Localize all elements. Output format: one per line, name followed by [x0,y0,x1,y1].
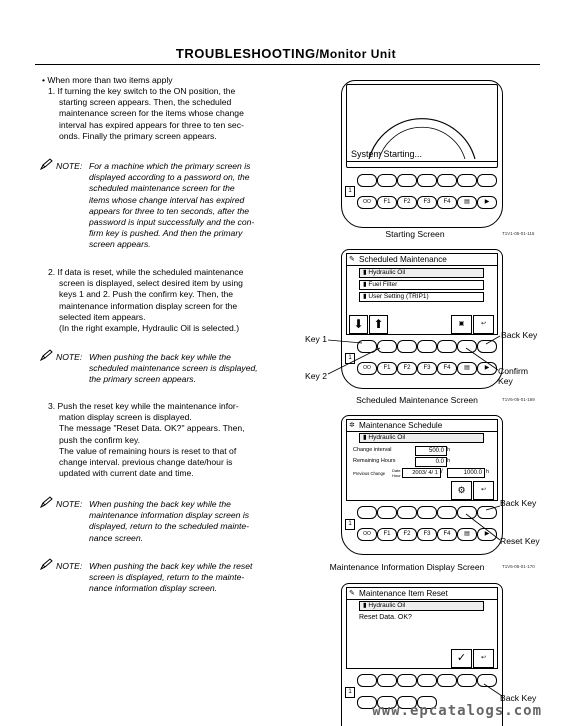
f2-key[interactable]: F2 [397,528,417,541]
back-icon[interactable]: ↩ [473,649,494,668]
key-button[interactable] [417,674,437,687]
key-1-callout: Key 1 [305,334,327,344]
unit: h [447,458,451,464]
camera-key[interactable]: ▶ [477,362,497,375]
keypad-1: 1 OO F1 F2 F3 F4 ▤ ▶ [341,166,503,216]
f3-key[interactable]: F3 [417,362,437,375]
key-2-callout: Key 2 [305,371,327,381]
user-icon: ▮ [363,293,369,300]
f4-key[interactable]: F4 [437,528,457,541]
key-button[interactable] [357,506,377,519]
reset-icon[interactable]: ⚙ [451,481,472,500]
checkmark-icon[interactable]: ✓ [451,649,472,668]
figure-code: T1V1-05-01-115 [502,231,535,236]
note-label: NOTE: [56,561,83,571]
change-interval-label: Change interval [353,447,392,453]
remaining-hours-label: Remaining Hours [353,458,396,464]
list-item[interactable]: ▮ Fuel Filter [359,280,484,290]
back-icon[interactable]: ↩ [473,315,494,334]
camera-key[interactable]: ▶ [477,196,497,209]
note-4: When pushing the back key while the reset screen is displayed, return to the mainte- nance information display screen. [89,561,253,594]
page-title: TROUBLESHOOTING/Monitor Unit [175,46,397,61]
f1-key[interactable]: F1 [377,196,397,209]
menu-key[interactable]: ▤ [457,528,477,541]
pencil-icon [40,349,54,361]
note-label: NOTE: [56,161,83,171]
f1-key[interactable]: F1 [377,362,397,375]
menu-key[interactable]: ▤ [457,362,477,375]
key-button[interactable] [357,674,377,687]
note-1: For a machine which the primary screen is displayed according to a password on, the scheduled maintenance screen for the items whose change interval has expired appears for three to ten seconds, after the password is input successfully and the con- firm key is pushed. And then the primary screen appears. [89,161,255,250]
figure-code: T1V5-05-01-169 [502,397,535,402]
f1-key[interactable]: F1 [377,528,397,541]
system-starting-text: System Starting... [351,149,423,159]
starting-screen-display [346,84,498,168]
previous-change-label: Previous Change [353,471,386,476]
scheduled-screen-display: ✎ Scheduled Maintenance ▮ Hydraulic Oil ▮ Fuel Filter ▮ User Setting (TRIP1) ⬇ ⬆ ▣ ↩ [346,253,498,335]
filter-icon: ▮ [363,281,369,288]
step-1: 1. If turning the key switch to the ON position, the starting screen appears. Then, the scheduled maintenance screen for the items whose change interval has expired appears for three to ten sec- onds. Finally the primary screen appears. [48,86,244,141]
note-label: NOTE: [56,499,83,509]
selected-item: ▮ Hydraulic Oil [359,601,484,611]
wrench-icon: ✎ [349,256,355,263]
keypad-2: 1 OO F1 F2 F3 F4 ▤ ▶ [341,333,503,383]
previous-date-value: 2003/ 4/ 1 [402,468,441,478]
intro-line: • When more than two items apply [42,75,173,85]
key-button[interactable] [397,506,417,519]
title-rule [35,64,540,65]
list-item[interactable]: ▮ User Setting (TRIP1) [359,292,484,302]
pencil-icon [40,158,54,170]
change-interval-value: 500.0 [415,446,447,456]
remaining-hours-value: 0.0 [415,457,447,467]
key-button[interactable] [377,506,397,519]
unit: h [447,447,451,453]
pencil-icon [40,558,54,570]
back-icon[interactable]: ↩ [473,481,494,500]
schedule-screen-display: ✲ Maintenance Schedule ▮ Hydraulic Oil Change interval 500.0 h Remaining Hours 0.0 h Previous Change Date Hour 2003/ 4/ 1 / 1000.0 h ⚙ ↩ [346,419,498,501]
wrench-icon: ✎ [349,590,355,597]
key-button[interactable] [357,174,377,187]
menu-key[interactable]: ▤ [457,196,477,209]
watermark: www.epcatalogs.com [372,703,542,719]
caption-scheduled: Scheduled Maintenance Screen [356,395,478,405]
step-3: 3. Push the reset key while the maintenance infor- mation display screen is displayed. The message "Reset Data. OK?" appears. Then, push the confirm key. The value of remaining hours is reset to that of change interval. previous change date/hour is updated with current date and time. [48,401,245,479]
key-button[interactable] [417,174,437,187]
drop-icon: ▮ [363,602,369,609]
callout-lines [460,498,505,548]
note-label: NOTE: [56,352,83,362]
callout-line [470,680,505,700]
key-button[interactable] [377,174,397,187]
note-2: When pushing the back key while the scheduled maintenance screen is displayed, the primary screen appears. [89,352,258,385]
key-button[interactable]: OO [357,196,377,209]
keypad-3: 1 OO F1 F2 F3 F4 ▤ ▶ [341,499,503,549]
f2-key[interactable]: F2 [397,362,417,375]
unit: h [486,469,490,475]
key-button[interactable] [377,674,397,687]
key-button[interactable] [437,674,457,687]
drop-icon: ▮ [363,434,369,441]
step-2: 2. If data is reset, while the scheduled maintenance screen is displayed, select desired item by using keys 1 and 2. Push the confirm key. Then, the maintenance information display screen for the selected item appears. (In the right example, Hydraulic Oil is selected.) [48,267,244,334]
back-key-callout: Back Key [500,693,537,703]
keypad-4: 1 [341,667,503,717]
key-button[interactable] [477,174,497,187]
f3-key[interactable]: F3 [417,196,437,209]
figure-code: T1V5-05-01-170 [502,564,535,569]
caption-schedule: Maintenance Information Display Screen [329,562,485,572]
callout-lines [300,330,540,390]
previous-hour-value: 1000.0 [447,468,485,478]
pencil-icon [40,496,54,508]
back-key-callout: Back Key [500,498,537,508]
reset-message: Reset Data. OK? [359,614,412,621]
note-3: When pushing the back key while the maintenance information display screen is displayed, return to the scheduled mainte- nance screen. [89,499,250,543]
reset-key-callout: Reset Key [500,536,540,546]
back-key-callout: Back Key [501,330,538,340]
reset-screen-display: ✎ Maintenance Item Reset ▮ Hydraulic Oil Reset Data. OK? ✓ ↩ [346,587,498,669]
key-button[interactable] [397,674,417,687]
f4-key[interactable]: F4 [437,362,457,375]
up-arrow-icon[interactable]: ⬆ [369,315,388,334]
key-button[interactable] [417,506,437,519]
f3-key[interactable]: F3 [417,528,437,541]
f2-key[interactable]: F2 [397,196,417,209]
key-button[interactable] [397,174,417,187]
down-arrow-icon[interactable]: ⬇ [349,315,368,334]
list-item[interactable]: ▮ Hydraulic Oil [359,268,484,278]
drop-icon: ▮ [363,269,369,276]
camera-key[interactable]: ▶ [477,528,497,541]
f4-key[interactable]: F4 [437,196,457,209]
caption-starting: Starting Screen [385,229,445,239]
confirm-key-callout: Confirm Key [498,366,529,386]
date-hour-label: Date Hour [392,468,401,478]
key-button[interactable] [457,174,477,187]
key-button[interactable]: OO [357,528,377,541]
key-button[interactable] [437,174,457,187]
key-button[interactable] [437,506,457,519]
gear-icon: ✲ [349,422,355,429]
key-button[interactable]: OO [357,362,377,375]
confirm-icon[interactable]: ▣ [451,315,472,334]
selected-item: ▮ Hydraulic Oil [359,433,484,443]
